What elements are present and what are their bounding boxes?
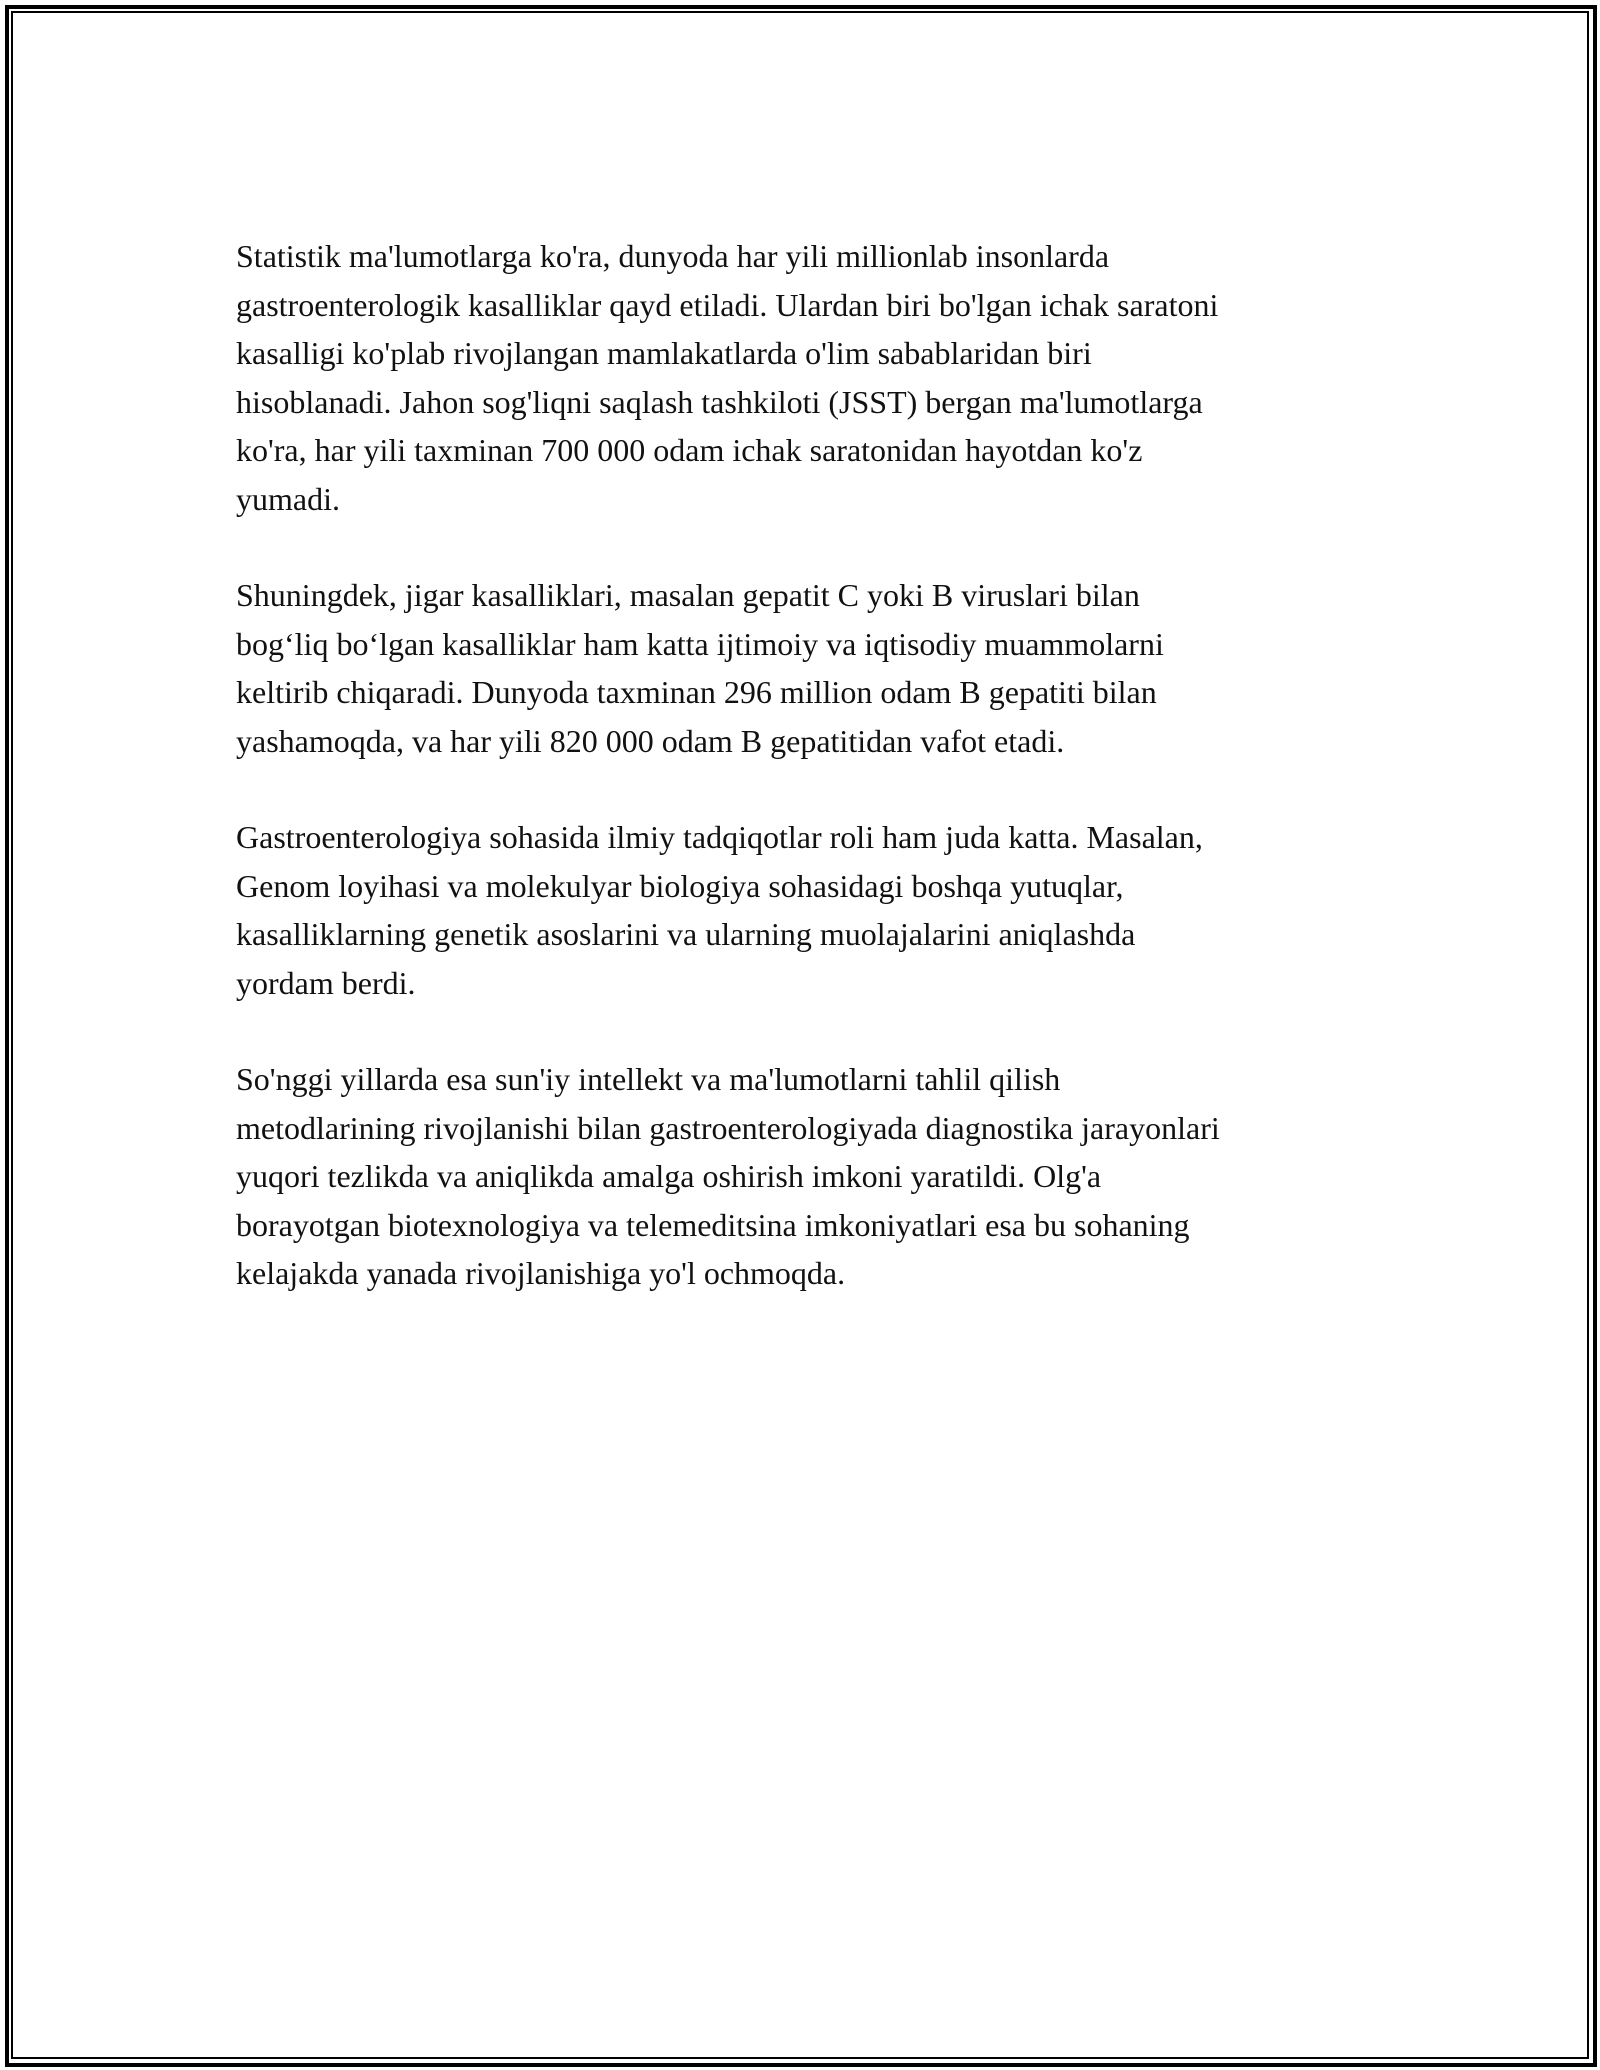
text-line: yuqori tezlikda va aniqlikda amalga oshirish imkoni yaratildi. Olg'a — [236, 1158, 1102, 1194]
text-line: kasalliklarning genetik asoslarini va ularning muolajalarini aniqlashda — [236, 916, 1136, 952]
text-line: kelajakda yanada rivojlanishiga yo'l ochmoqda. — [236, 1255, 846, 1291]
text-line: Shuningdek, jigar kasalliklari, masalan gepatit C yoki B viruslari bilan — [236, 577, 1140, 613]
text-line: bog‘liq bo‘lgan kasalliklar ham katta ijtimoiy va iqtisodiy muammolarni — [236, 625, 1164, 662]
text-line: yashamoqda, va har yili 820 000 odam B gepatitidan vafot etadi. — [236, 722, 1065, 759]
paragraph-1 — [236, 232, 1376, 523]
text-line: ko'ra, har yili taxminan 700 000 odam ichak saratonidan hayotdan ko'z — [236, 432, 1143, 468]
paragraph-2 — [236, 571, 1376, 765]
document-body — [236, 232, 1376, 1346]
text-line: Gastroenterologiya sohasida ilmiy tadqiqotlar roli ham juda katta. Masalan, — [236, 819, 1203, 855]
text-line: kasalligi ko'plab rivojlangan mamlakatlarda o'lim sabablaridan biri — [236, 335, 1092, 371]
text-line: borayotgan biotexnologiya va telemeditsina imkoniyatlari esa bu sohaning — [236, 1206, 1190, 1243]
text-line: gastroenterologik kasalliklar qayd etiladi. Ulardan biri bo'lgan ichak saratoni — [236, 286, 1219, 323]
text-line: hisoblanadi. Jahon sog'liqni saqlash tashkiloti (JSST) bergan ma'lumotlarga — [236, 383, 1203, 420]
paragraph-4 — [236, 1055, 1376, 1298]
text-line: keltirib chiqaradi. Dunyoda taxminan 296 million odam B gepatiti bilan — [236, 674, 1157, 710]
text-line: So'nggi yillarda esa sun'iy intellekt va ma'lumotlarni tahlil qilish — [236, 1061, 1061, 1097]
text-line: yumadi. — [236, 480, 340, 517]
text-line: Statistik ma'lumotlarga ko'ra, dunyoda har yili millionlab insonlarda — [236, 238, 1110, 274]
text-line: Genom loyihasi va molekulyar biologiya sohasidagi boshqa yutuqlar, — [236, 867, 1124, 904]
paragraph-3 — [236, 813, 1376, 1007]
text-line: yordam berdi. — [236, 964, 416, 1001]
text-line: metodlarining rivojlanishi bilan gastroenterologiyada diagnostika jarayonlari — [236, 1109, 1220, 1146]
